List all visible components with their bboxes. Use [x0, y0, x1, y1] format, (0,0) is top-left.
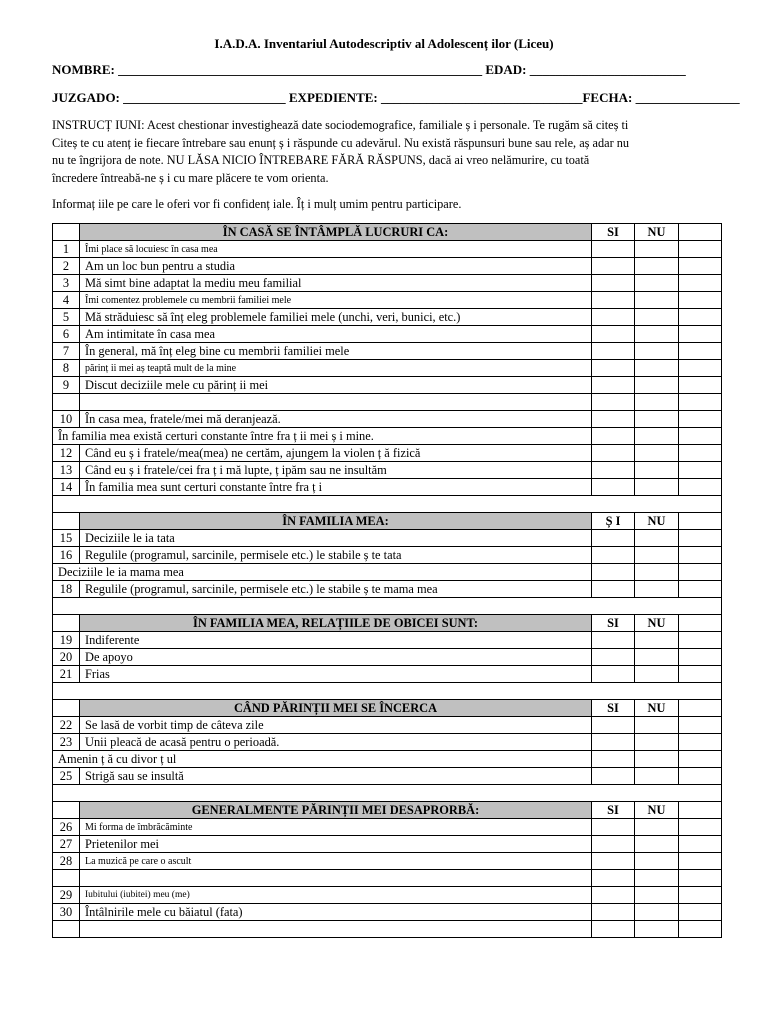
- spacer-row: [53, 496, 722, 513]
- question-text: În casa mea, fratele/mei mă deranjează.: [80, 411, 592, 428]
- extra-answer-cell: [679, 768, 722, 785]
- yes-answer-cell[interactable]: [592, 734, 635, 751]
- question-row: [53, 292, 722, 309]
- no-answer-cell[interactable]: [635, 360, 679, 377]
- question-text: Îmi comentez problemele cu membrii familiei mele: [80, 292, 592, 309]
- question-text: Indiferente: [80, 632, 592, 649]
- no-answer-cell[interactable]: [635, 530, 679, 547]
- question-row: [53, 904, 722, 921]
- name-age-line[interactable]: NOMBRE: ________________________________________________________ EDAD: ________________________: [52, 62, 686, 77]
- question-row: [53, 275, 722, 292]
- yes-answer-cell[interactable]: [592, 428, 635, 445]
- yes-answer-cell[interactable]: [592, 547, 635, 564]
- question-text: Prietenilor mei: [80, 836, 592, 853]
- confidentiality-note: Informaț iile pe care le oferi vor fi confidenț iale. Îț i mulț umim pentru participare.: [52, 197, 462, 211]
- yes-answer-cell[interactable]: [592, 870, 635, 887]
- question-number: 29: [53, 887, 80, 904]
- spacer-cell: [53, 683, 722, 700]
- extra-answer-cell: [679, 258, 722, 275]
- extra-column-header: [679, 615, 722, 632]
- yes-column-header: SI: [592, 224, 635, 241]
- yes-answer-cell[interactable]: [592, 258, 635, 275]
- no-answer-cell[interactable]: [635, 309, 679, 326]
- extra-answer-cell: [679, 377, 722, 394]
- no-answer-cell[interactable]: [635, 581, 679, 598]
- question-row: [53, 530, 722, 547]
- question-row: [53, 853, 722, 870]
- no-answer-cell[interactable]: [635, 819, 679, 836]
- yes-answer-cell[interactable]: [592, 717, 635, 734]
- question-number: 21: [53, 666, 80, 683]
- question-text: Când eu ș i fratele/cei fra ț i mă lupte, ț ipăm sau ne insultăm: [80, 462, 592, 479]
- no-answer-cell[interactable]: [635, 649, 679, 666]
- no-answer-cell[interactable]: [635, 394, 679, 411]
- extra-column-header: [679, 513, 722, 530]
- instruction-line: încredere întreabă-ne ș i cu mare plăcere te vom orienta.: [52, 170, 329, 185]
- yes-answer-cell[interactable]: [592, 836, 635, 853]
- yes-answer-cell[interactable]: [592, 853, 635, 870]
- yes-answer-cell[interactable]: [592, 360, 635, 377]
- spacer-cell: [53, 598, 722, 615]
- extra-answer-cell: [679, 649, 722, 666]
- question-row: [53, 564, 722, 581]
- question-row: [53, 394, 722, 411]
- question-text: Unii pleacă de acasă pentru o perioadă.: [80, 734, 592, 751]
- no-answer-cell[interactable]: [635, 921, 679, 938]
- extra-answer-cell: [679, 326, 722, 343]
- extra-answer-cell: [679, 428, 722, 445]
- extra-answer-cell: [679, 904, 722, 921]
- no-answer-cell[interactable]: [635, 768, 679, 785]
- question-number: 8: [53, 360, 80, 377]
- extra-answer-cell: [679, 241, 722, 258]
- extra-answer-cell: [679, 394, 722, 411]
- no-answer-cell[interactable]: [635, 445, 679, 462]
- yes-answer-cell[interactable]: [592, 292, 635, 309]
- question-row: [53, 819, 722, 836]
- question-text: Mă simt bine adaptat la mediu meu familial: [80, 275, 592, 292]
- extra-answer-cell: [679, 360, 722, 377]
- question-row: [53, 649, 722, 666]
- question-text: În general, mă înț eleg bine cu membrii familiei mele: [80, 343, 592, 360]
- section-header: ÎN CASĂ SE ÎNTÂMPLĂ LUCRURI CA:: [80, 224, 592, 241]
- no-column-header: NU: [635, 802, 679, 819]
- extra-answer-cell: [679, 530, 722, 547]
- extra-answer-cell: [679, 632, 722, 649]
- question-number: 5: [53, 309, 80, 326]
- question-number: 4: [53, 292, 80, 309]
- extra-column-header: [679, 700, 722, 717]
- yes-answer-cell[interactable]: [592, 326, 635, 343]
- no-answer-cell[interactable]: [635, 462, 679, 479]
- no-answer-cell[interactable]: [635, 836, 679, 853]
- question-text: [80, 921, 592, 938]
- spacer-cell: [53, 496, 722, 513]
- questionnaire-table: [52, 223, 722, 938]
- yes-answer-cell[interactable]: [592, 768, 635, 785]
- yes-answer-cell[interactable]: [592, 309, 635, 326]
- extra-answer-cell: [679, 445, 722, 462]
- question-number: 18: [53, 581, 80, 598]
- question-row: [53, 717, 722, 734]
- question-text: Discut deciziile mele cu părinț ii mei: [80, 377, 592, 394]
- question-number: 23: [53, 734, 80, 751]
- extra-column-header: [679, 802, 722, 819]
- header-empty-cell: [53, 615, 80, 632]
- section-header: ÎN FAMILIA MEA:: [80, 513, 592, 530]
- yes-answer-cell[interactable]: [592, 394, 635, 411]
- no-answer-cell[interactable]: [635, 751, 679, 768]
- question-text: Frias: [80, 666, 592, 683]
- question-text: Iubitului (iubitei) meu (me): [80, 887, 592, 904]
- yes-answer-cell[interactable]: [592, 632, 635, 649]
- question-text: Mi forma de îmbrăcăminte: [80, 819, 592, 836]
- section-header-row: [53, 615, 722, 632]
- yes-answer-cell[interactable]: [592, 479, 635, 496]
- question-row: [53, 258, 722, 275]
- no-answer-cell[interactable]: [635, 870, 679, 887]
- no-answer-cell[interactable]: [635, 428, 679, 445]
- yes-answer-cell[interactable]: [592, 751, 635, 768]
- header-empty-cell: [53, 513, 80, 530]
- yes-answer-cell[interactable]: [592, 343, 635, 360]
- section-header-row: [53, 224, 722, 241]
- question-number: 27: [53, 836, 80, 853]
- question-row: [53, 326, 722, 343]
- yes-answer-cell[interactable]: [592, 581, 635, 598]
- no-column-header: NU: [635, 513, 679, 530]
- question-row: [53, 343, 722, 360]
- question-row: [53, 836, 722, 853]
- yes-answer-cell[interactable]: [592, 921, 635, 938]
- no-answer-cell[interactable]: [635, 275, 679, 292]
- extra-answer-cell: [679, 734, 722, 751]
- document-title: I.A.D.A. Inventariul Autodescriptiv al Adolescenț ilor (Liceu): [214, 36, 554, 51]
- extra-answer-cell: [679, 819, 722, 836]
- extra-answer-cell: [679, 836, 722, 853]
- question-text: De apoyo: [80, 649, 592, 666]
- no-answer-cell[interactable]: [635, 666, 679, 683]
- question-number: 3: [53, 275, 80, 292]
- extra-answer-cell: [679, 292, 722, 309]
- question-number: 13: [53, 462, 80, 479]
- question-row: [53, 309, 722, 326]
- no-answer-cell[interactable]: [635, 632, 679, 649]
- question-number: 28: [53, 853, 80, 870]
- extra-column-header: [679, 224, 722, 241]
- question-number: 6: [53, 326, 80, 343]
- question-row: [53, 411, 722, 428]
- extra-answer-cell: [679, 479, 722, 496]
- spacer-row: [53, 683, 722, 700]
- question-number: 22: [53, 717, 80, 734]
- question-text: Regulile (programul, sarcinile, permisele etc.) le stabile ș te mama mea: [80, 581, 592, 598]
- question-number: 15: [53, 530, 80, 547]
- extra-answer-cell: [679, 717, 722, 734]
- question-text: Strigă sau se insultă: [80, 768, 592, 785]
- extra-answer-cell: [679, 309, 722, 326]
- section-header: CÂND PĂRINȚII MEI SE ÎNCERCA: [80, 700, 592, 717]
- question-number: 26: [53, 819, 80, 836]
- question-row: [53, 360, 722, 377]
- question-text: [80, 870, 592, 887]
- no-answer-cell[interactable]: [635, 326, 679, 343]
- no-answer-cell[interactable]: [635, 343, 679, 360]
- question-number: [53, 394, 80, 411]
- question-number: 16: [53, 547, 80, 564]
- court-file-date-line[interactable]: JUZGADO: _________________________ EXPEDIENTE: _______________________________FECHA: ________________: [52, 90, 740, 105]
- spacer-row: [53, 785, 722, 802]
- question-text: Regulile (programul, sarcinile, permisele etc.) le stabile ș te tata: [80, 547, 592, 564]
- extra-answer-cell: [679, 343, 722, 360]
- question-row: [53, 887, 722, 904]
- extra-answer-cell: [679, 870, 722, 887]
- question-text: În familia mea există certuri constante între fra ț ii mei ș i mine.: [53, 428, 592, 445]
- no-answer-cell[interactable]: [635, 479, 679, 496]
- question-text: Amenin ț ă cu divor ț ul: [53, 751, 592, 768]
- yes-answer-cell[interactable]: [592, 241, 635, 258]
- question-number: 9: [53, 377, 80, 394]
- question-text: [80, 394, 592, 411]
- spacer-row: [53, 598, 722, 615]
- extra-answer-cell: [679, 666, 722, 683]
- yes-column-header: Ș I: [592, 513, 635, 530]
- extra-answer-cell: [679, 547, 722, 564]
- question-number: [53, 870, 80, 887]
- question-number: 14: [53, 479, 80, 496]
- question-row: [53, 921, 722, 938]
- yes-column-header: SI: [592, 802, 635, 819]
- question-row: [53, 734, 722, 751]
- instruction-line: nu te îngrijora de note. NU LĂSA NICIO ÎNTREBARE FĂRĂ RĂSPUNS, dacă ai vreo nelămurire, cu toată: [52, 153, 590, 167]
- no-answer-cell[interactable]: [635, 241, 679, 258]
- no-answer-cell[interactable]: [635, 564, 679, 581]
- no-column-header: NU: [635, 224, 679, 241]
- no-answer-cell[interactable]: [635, 258, 679, 275]
- question-row: [53, 462, 722, 479]
- yes-answer-cell[interactable]: [592, 564, 635, 581]
- extra-answer-cell: [679, 462, 722, 479]
- question-number: 2: [53, 258, 80, 275]
- no-answer-cell[interactable]: [635, 717, 679, 734]
- question-row: [53, 632, 722, 649]
- yes-answer-cell[interactable]: [592, 462, 635, 479]
- question-text: Îmi place să locuiesc în casa mea: [80, 241, 592, 258]
- question-number: 19: [53, 632, 80, 649]
- question-text: Deciziile le ia mama mea: [53, 564, 592, 581]
- extra-answer-cell: [679, 411, 722, 428]
- question-row: [53, 581, 722, 598]
- question-text: părinț ii mei aș teaptă mult de la mine: [80, 360, 592, 377]
- question-text: În familia mea sunt certuri constante între fra ț i: [80, 479, 592, 496]
- question-text: Când eu ș i fratele/mea(mea) ne certăm, ajungem la violen ț ă fizică: [80, 445, 592, 462]
- question-number: 30: [53, 904, 80, 921]
- section-header: GENERALMENTE PĂRINȚII MEI DESAPRORBĂ:: [80, 802, 592, 819]
- question-number: 10: [53, 411, 80, 428]
- extra-answer-cell: [679, 887, 722, 904]
- section-header-row: [53, 513, 722, 530]
- yes-answer-cell[interactable]: [592, 445, 635, 462]
- section-header-row: [53, 802, 722, 819]
- question-number: 20: [53, 649, 80, 666]
- question-row: [53, 751, 722, 768]
- question-row: [53, 445, 722, 462]
- question-row: [53, 479, 722, 496]
- yes-answer-cell[interactable]: [592, 887, 635, 904]
- instructions: [52, 117, 702, 187]
- question-row: [53, 377, 722, 394]
- yes-answer-cell[interactable]: [592, 666, 635, 683]
- question-number: 7: [53, 343, 80, 360]
- header-empty-cell: [53, 224, 80, 241]
- yes-answer-cell[interactable]: [592, 377, 635, 394]
- yes-answer-cell[interactable]: [592, 275, 635, 292]
- question-row: [53, 870, 722, 887]
- question-number: 25: [53, 768, 80, 785]
- question-row: [53, 428, 722, 445]
- yes-answer-cell[interactable]: [592, 904, 635, 921]
- no-answer-cell[interactable]: [635, 904, 679, 921]
- no-column-header: NU: [635, 615, 679, 632]
- no-answer-cell[interactable]: [635, 853, 679, 870]
- question-row: [53, 666, 722, 683]
- question-text: Mă străduiesc să înț eleg problemele familiei mele (unchi, veri, bunici, etc.): [80, 309, 592, 326]
- yes-column-header: SI: [592, 615, 635, 632]
- question-row: [53, 547, 722, 564]
- no-column-header: NU: [635, 700, 679, 717]
- no-answer-cell[interactable]: [635, 547, 679, 564]
- instruction-line: Citeș te cu atenț ie fiecare întrebare sau enunț ș i răspunde cu adevărul. Nu există răspunsuri bune sau rele, aș adar nu: [52, 135, 630, 150]
- question-text: La muzică pe care o ascult: [80, 853, 592, 870]
- yes-answer-cell[interactable]: [592, 530, 635, 547]
- extra-answer-cell: [679, 853, 722, 870]
- yes-answer-cell[interactable]: [592, 411, 635, 428]
- extra-answer-cell: [679, 564, 722, 581]
- question-text: Se lasă de vorbit timp de câteva zile: [80, 717, 592, 734]
- extra-answer-cell: [679, 921, 722, 938]
- question-number: 1: [53, 241, 80, 258]
- no-answer-cell[interactable]: [635, 377, 679, 394]
- no-answer-cell[interactable]: [635, 887, 679, 904]
- header-empty-cell: [53, 802, 80, 819]
- question-number: [53, 921, 80, 938]
- question-number: 12: [53, 445, 80, 462]
- yes-column-header: SI: [592, 700, 635, 717]
- question-text: Deciziile le ia tata: [80, 530, 592, 547]
- question-text: Întâlnirile mele cu băiatul (fata): [80, 904, 592, 921]
- no-answer-cell[interactable]: [635, 734, 679, 751]
- extra-answer-cell: [679, 581, 722, 598]
- question-row: [53, 768, 722, 785]
- extra-answer-cell: [679, 275, 722, 292]
- section-header-row: [53, 700, 722, 717]
- section-header: ÎN FAMILIA MEA, RELAȚIILE DE OBICEI SUNT:: [80, 615, 592, 632]
- no-answer-cell[interactable]: [635, 411, 679, 428]
- spacer-cell: [53, 785, 722, 802]
- extra-answer-cell: [679, 751, 722, 768]
- no-answer-cell[interactable]: [635, 292, 679, 309]
- question-text: Am intimitate în casa mea: [80, 326, 592, 343]
- header-empty-cell: [53, 700, 80, 717]
- question-text: Am un loc bun pentru a studia: [80, 258, 592, 275]
- question-row: [53, 241, 722, 258]
- yes-answer-cell[interactable]: [592, 819, 635, 836]
- instruction-line: INSTRUCȚ IUNI: Acest chestionar investighează date sociodemografice, familiale ș i personale. Te rugăm să citeș ti: [52, 118, 629, 132]
- yes-answer-cell[interactable]: [592, 649, 635, 666]
